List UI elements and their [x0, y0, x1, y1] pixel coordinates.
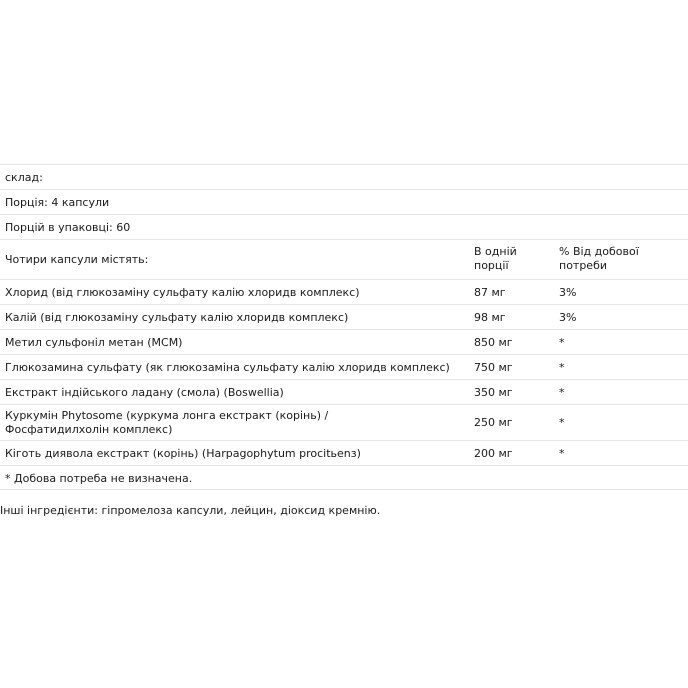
servings-per-pack: Порцій в упаковці: 60 [5, 221, 131, 234]
ingredient-amount: 750 мг [474, 361, 513, 374]
ingredient-daily-value: * [559, 416, 565, 429]
ingredient-name: Куркумін Phytosome (куркума лонга екстракт (корінь) / Фосфатидилхолін комплекс) [5, 409, 329, 436]
ingredient-daily-value: * [559, 361, 565, 374]
ingredient-amount: 850 мг [474, 336, 513, 349]
servings-per-pack-row [0, 214, 688, 239]
header-name: Чотири капсули містять: [5, 253, 149, 266]
ingredient-amount: 350 мг [474, 386, 513, 399]
serving-row [0, 189, 688, 214]
ingredient-name: Калій (від глюкозаміну сульфату калію хлоридв комплекс) [5, 311, 349, 324]
ingredient-daily-value: * [559, 447, 565, 460]
ingredient-daily-value: * [559, 336, 565, 349]
ingredient-name: Кіготь диявола екстракт (корінь) (Harpagophytum procitьenз) [5, 447, 361, 460]
ingredient-daily-value: * [559, 386, 565, 399]
table-row [0, 404, 688, 440]
header-daily-value: % Від добової потреби [559, 245, 639, 272]
ingredient-name: Екстракт індійського ладану (смола) (Boswellia) [5, 386, 284, 399]
table-row [0, 354, 688, 379]
other-ingredients: Інші інгредієнти: гіпромелоза капсули, лейцин, діоксид кремнію. [0, 504, 381, 517]
ingredient-name: Глюкозамина сульфату (як глюкозаміна сульфату калію хлоридв комплекс) [5, 361, 450, 374]
ingredient-amount: 98 мг [474, 311, 506, 324]
daily-value-note: * Добова потреба не визначена. [5, 472, 193, 485]
ingredient-amount: 200 мг [474, 447, 513, 460]
table-row [0, 329, 688, 354]
ingredient-amount: 87 мг [474, 286, 506, 299]
ingredient-name: Хлорид (від глюкозаміну сульфату калію хлоридв комплекс) [5, 286, 360, 299]
table-row [0, 379, 688, 404]
table-header-row [0, 239, 688, 279]
composition-table [0, 164, 688, 490]
composition-title-row [0, 164, 688, 189]
note-row [0, 465, 688, 490]
ingredient-name: Метил сульфоніл метан (MCM) [5, 336, 183, 349]
header-amount: В одній порції [474, 245, 517, 272]
ingredient-daily-value: 3% [559, 286, 577, 299]
serving-size: Порція: 4 капсули [5, 196, 110, 209]
table-row [0, 304, 688, 329]
composition-title: склад: [5, 171, 43, 184]
table-row [0, 279, 688, 304]
ingredient-amount: 250 мг [474, 416, 513, 429]
table-row [0, 440, 688, 465]
ingredient-daily-value: 3% [559, 311, 577, 324]
